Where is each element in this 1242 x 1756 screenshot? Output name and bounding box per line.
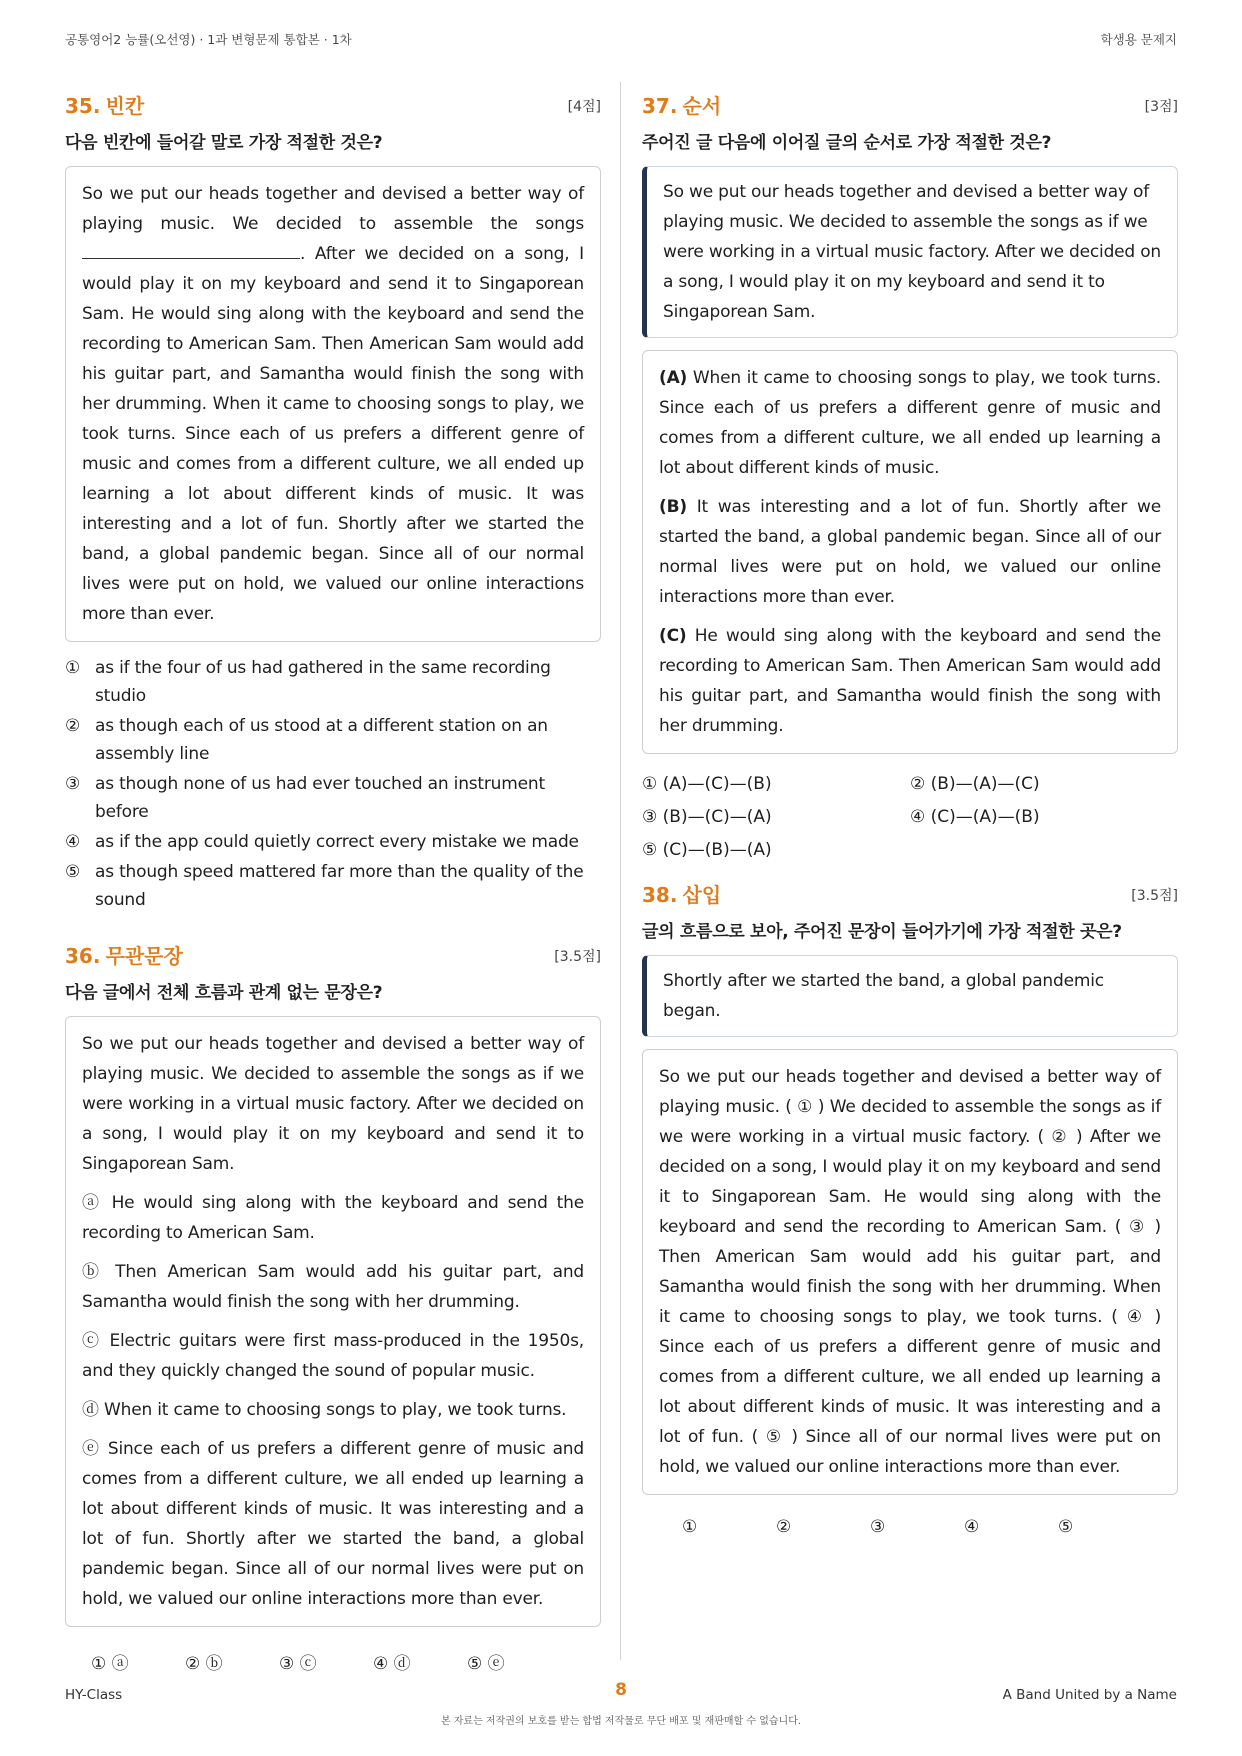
passage-sentence	[82, 1326, 584, 1386]
answer-option[interactable]: ③ (B)—(C)—(A)	[642, 807, 772, 827]
question-number: 38.	[642, 883, 678, 907]
passage-box	[65, 166, 601, 642]
question-type: 빈칸	[105, 94, 145, 118]
question-35-title	[65, 90, 601, 118]
question-prompt: 다음 글에서 전체 흐름과 관계 없는 문장은?	[65, 983, 383, 1003]
answer-option[interactable]: ④ (C)—(A)—(B)	[910, 807, 1040, 827]
paragraph-label: (B)	[659, 497, 687, 517]
passage-paragraph	[659, 363, 1161, 483]
answer-option[interactable]	[65, 712, 601, 768]
question-type: 삽입	[682, 883, 722, 907]
option-number: ⑤	[65, 862, 81, 882]
passage-text: So we put our heads together and devised a better way of playing music. We decided to assemble the songs	[82, 184, 584, 234]
right-column	[642, 90, 1178, 1537]
answer-option[interactable]: ⑤ ⓔ	[467, 1654, 505, 1674]
question-points: [3.5점]	[1131, 888, 1178, 904]
column-divider	[620, 82, 621, 1660]
option-number: ④	[65, 832, 81, 852]
passage-box	[65, 1016, 601, 1627]
answer-options	[65, 654, 601, 914]
sentence-mark: ⓐ	[82, 1193, 103, 1213]
given-sentence-box: Shortly after we started the band, a global pandemic began.	[642, 955, 1178, 1037]
option-text: as if the app could quietly correct every mistake we made	[95, 832, 579, 852]
answer-options	[65, 1649, 601, 1674]
question-37-title	[642, 90, 1178, 118]
answer-option[interactable]: ② ⓑ	[185, 1654, 223, 1674]
answer-option[interactable]: ② (B)—(A)—(C)	[910, 774, 1040, 794]
question-37	[642, 90, 1178, 865]
option-number: ②	[65, 716, 81, 736]
question-number: 37.	[642, 94, 678, 118]
header-title: 공통영어2 능률(오선영) · 1과 변형문제 통합본 · 1차	[65, 32, 352, 47]
question-38-title	[642, 879, 1178, 907]
passage-sentence	[82, 1257, 584, 1317]
answer-option[interactable]	[65, 828, 601, 856]
header-label: 학생용 문제지	[1100, 32, 1177, 47]
question-type: 순서	[682, 94, 722, 118]
sentence-text: When it came to choosing songs to play, we took turns.	[104, 1400, 567, 1420]
sentence-mark: ⓒ	[82, 1331, 102, 1351]
question-points: [3.5점]	[554, 949, 601, 965]
answer-option[interactable]: ④ ⓓ	[373, 1654, 411, 1674]
paragraph-text: When it came to choosing songs to play, we took turns. Since each of us prefers a different genre of music and comes from a different culture, we all ended up learning a lot about different kinds of music.	[659, 368, 1161, 478]
paragraph-label: (C)	[659, 626, 687, 646]
question-prompt: 글의 흐름으로 보아, 주어진 문장이 들어가기에 가장 적절한 곳은?	[642, 922, 1122, 942]
answer-option[interactable]: ③	[870, 1517, 886, 1537]
sentence-text: Electric guitars were first mass-produced in the 1950s, and they quickly changed the sound of popular music.	[82, 1331, 584, 1381]
question-36-title	[65, 940, 601, 968]
footer-brand: HY-Class	[65, 1687, 123, 1703]
answer-option[interactable]: ④	[964, 1517, 980, 1537]
question-prompt: 주어진 글 다음에 이어질 글의 순서로 가장 적절한 것은?	[642, 133, 1052, 153]
passage-sentence	[82, 1395, 584, 1425]
footer-lesson-title: A Band United by a Name	[1002, 1687, 1177, 1703]
question-number: 36.	[65, 944, 101, 968]
answer-option[interactable]: ① (A)—(C)—(B)	[642, 774, 772, 794]
sentence-mark: ⓑ	[82, 1262, 105, 1282]
page-number: 8	[615, 1680, 627, 1700]
question-38	[642, 879, 1178, 1537]
sentence-text: Then American Sam would add his guitar part, and Samantha would finish the song with her drumming.	[82, 1262, 584, 1312]
question-number: 35.	[65, 94, 101, 118]
paragraph-text: He would sing along with the keyboard and send the recording to American Sam. Then American Sam would add his guitar part, and Samantha would finish the song with her drumming.	[659, 626, 1161, 736]
paragraph-text: It was interesting and a lot of fun. Shortly after we started the band, a global pandemic began. Since all of our normal lives were put on hold, we valued our online interactions more than ever.	[659, 497, 1161, 607]
passage-box: So we put our heads together and devised a better way of playing music. ( ① ) We decided to assemble the songs as if we were working in a virtual music factory. ( ② ) After we decided on a song, I would play it on my keyboard and send it to Singaporean Sam. He would sing along with the keyboard and send the recording to American Sam. ( ③ ) Then American Sam would add his guitar part, and Samantha would finish the song with her drumming. When it came to choosing songs to play, we took turns. ( ④ ) Since each of us prefers a different genre of music and comes from a different culture, we all ended up learning a lot about different kinds of music. It was interesting and a lot of fun. ( ⑤ ) Since all of our normal lives were put on hold, we valued our online interactions more than ever.	[642, 1049, 1178, 1495]
page-header	[65, 30, 1177, 50]
question-points: [3점]	[1144, 99, 1178, 115]
answer-option[interactable]	[65, 770, 601, 826]
sentence-mark: ⓔ	[82, 1439, 101, 1459]
sentence-text: Since each of us prefers a different genre of music and comes from a different culture, we all ended up learning a lot about different kinds of music. It was interesting and a lot of fun. Shortly after we started the band, a global pandemic began. Since all of our normal lives were put on hold, we valued our online interactions more than ever.	[82, 1439, 584, 1609]
passage-sentence	[82, 1434, 584, 1614]
answer-option[interactable]: ②	[776, 1517, 792, 1537]
option-text: as if the four of us had gathered in the same recording studio	[95, 658, 551, 706]
option-text: as though speed mattered far more than the quality of the sound	[95, 862, 584, 910]
option-text: as though each of us stood at a different station on an assembly line	[95, 716, 548, 764]
left-column	[65, 90, 601, 1674]
question-36	[65, 940, 601, 1674]
question-type: 무관문장	[105, 944, 183, 968]
answer-option[interactable]: ① ⓐ	[91, 1654, 129, 1674]
option-number: ③	[65, 774, 81, 794]
answer-option[interactable]	[65, 654, 601, 710]
answer-option[interactable]: ③ ⓒ	[279, 1654, 317, 1674]
answer-options	[642, 770, 1178, 865]
option-number: ①	[65, 658, 81, 678]
option-text: as though none of us had ever touched an instrument before	[95, 774, 545, 822]
given-text-box: So we put our heads together and devised a better way of playing music. We decided to assemble the songs as if we were working in a virtual music factory. After we decided on a song, I would play it on my keyboard and send it to Singaporean Sam.	[642, 166, 1178, 338]
answer-option[interactable]	[65, 858, 601, 914]
passage-paragraph	[659, 492, 1161, 612]
answer-options	[642, 1517, 1178, 1537]
sentence-text: He would sing along with the keyboard and send the recording to American Sam.	[82, 1193, 584, 1243]
question-points: [4점]	[567, 99, 601, 115]
passage-box	[642, 350, 1178, 754]
passage-sentence	[82, 1188, 584, 1248]
question-35	[65, 90, 601, 914]
sentence-mark: ⓓ	[82, 1400, 99, 1420]
passage-paragraph	[659, 621, 1161, 741]
paragraph-label: (A)	[659, 368, 688, 388]
answer-option[interactable]: ⑤ (C)—(B)—(A)	[642, 840, 772, 860]
answer-option[interactable]: ⑤	[1058, 1517, 1074, 1537]
passage-text: . After we decided on a song, I would play it on my keyboard and send it to Singaporean Sam. He would sing along with the keyboard and send the recording to American Sam. Then American Sam would add his guitar part, and Samantha would finish the song with her drumming. When it came to choosing songs to play, we took turns. Since each of us prefers a different genre of music and comes from a different culture, we all ended up learning a lot about different kinds of music. It was interesting and a lot of fun. Shortly after we started the band, a global pandemic began. Since all of our normal lives were put on hold, we valued our online interactions more than ever.	[82, 244, 584, 624]
answer-blank	[82, 240, 300, 259]
question-prompt: 다음 빈칸에 들어갈 말로 가장 적절한 것은?	[65, 133, 383, 153]
answer-option[interactable]: ①	[682, 1517, 698, 1537]
passage-intro: So we put our heads together and devised a better way of playing music. We decided to assemble the songs as if we were working in a virtual music factory. After we decided on a song, I would play it on my keyboard and send it to Singaporean Sam.	[82, 1034, 584, 1174]
copyright-notice: 본 자료는 저작권의 보호를 받는 합법 저작물로 무단 배포 및 재판매할 수 없습니다.	[440, 1716, 802, 1727]
